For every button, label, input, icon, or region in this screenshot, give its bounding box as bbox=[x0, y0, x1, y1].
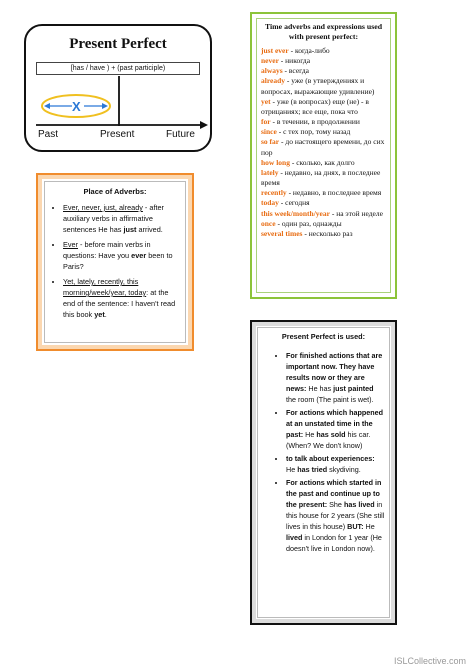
list-item: since - с тех пор, тому назад bbox=[261, 127, 351, 137]
list-item: yet - уже (в вопросах) еще (не) - в отрицаниях; все еще, пока что bbox=[261, 96, 369, 116]
list-item: always - всегда bbox=[261, 66, 310, 76]
list-item: • Ever - before main verbs in questions: Have you ever been to Paris? bbox=[63, 239, 181, 272]
adverbs-entries bbox=[261, 46, 387, 239]
list-item: just ever - когда-либо bbox=[261, 46, 330, 55]
card-title: Time adverbs and expressions used with present perfect: bbox=[264, 22, 383, 41]
card-title: Place of Adverbs: bbox=[83, 187, 147, 196]
timeline-diagram bbox=[26, 76, 214, 131]
list-item: never - никогда bbox=[261, 56, 311, 66]
time-adverbs-card bbox=[250, 12, 397, 299]
card-title: Present Perfect bbox=[69, 36, 167, 52]
list-item: • For finished actions that are important now. They have results now or they are news: He has just painted the room (The paint is wet). bbox=[286, 350, 385, 405]
list-item: recently - недавно, в последнее время bbox=[261, 188, 382, 198]
left-arrow-head bbox=[44, 103, 50, 109]
usage-card bbox=[250, 320, 397, 625]
x-marker: X bbox=[72, 99, 81, 114]
formula-box: [has / have ) + (past participle) bbox=[36, 62, 200, 75]
list-item: today - сегодня bbox=[261, 198, 310, 208]
axis-arrow-head bbox=[200, 121, 208, 129]
list-item: • For actions which happened at an unstated time in the past: He has sold his car. (When? We don't know) bbox=[286, 407, 385, 451]
list-item: • to talk about experiences: He has tried skydiving. bbox=[286, 453, 385, 475]
label-past: Past bbox=[38, 129, 59, 140]
list-item: lately - недавно, на днях, в последнее время bbox=[261, 167, 381, 188]
list-item: already - уже (в утверждениях и вопросах, выражающие удивление) bbox=[261, 76, 375, 96]
list-item: • Yet, lately, recently, this morning/week/year, today: at the end of the sentence: I haven't read this book yet. bbox=[63, 276, 181, 320]
list-item: this week/month/year - на этой неделе bbox=[261, 208, 383, 218]
footer-watermark: ISLCollective.com bbox=[393, 656, 466, 666]
list-item: so far - до настоящего времени, до сих пор bbox=[261, 137, 385, 157]
timeline-card bbox=[24, 24, 212, 152]
list-item: for - в течении, в продолжении bbox=[261, 117, 360, 127]
list-item: • Ever, never, just, already - after auxiliary verbs in affirmative sentences He has just arrived. bbox=[63, 202, 181, 235]
right-arrow-head bbox=[102, 103, 108, 109]
card-title: Present Perfect is used: bbox=[281, 332, 366, 341]
list-item: how long - сколько, как долго bbox=[261, 157, 355, 167]
list-item: once - один раз, однажды bbox=[261, 218, 342, 228]
label-future: Future bbox=[166, 129, 195, 140]
usage-list bbox=[264, 350, 389, 556]
place-of-adverbs-card bbox=[36, 173, 194, 351]
list-item: • For actions which started in the past and continue up to the present: She has lived in this house for 2 years (She still lives in this house) BUT: He lived in London for 1 year (He doesn't live in London now). bbox=[286, 477, 385, 554]
adverbs-list bbox=[51, 202, 185, 324]
label-present: Present bbox=[100, 129, 135, 140]
list-item: several times - несколько раз bbox=[261, 228, 353, 238]
